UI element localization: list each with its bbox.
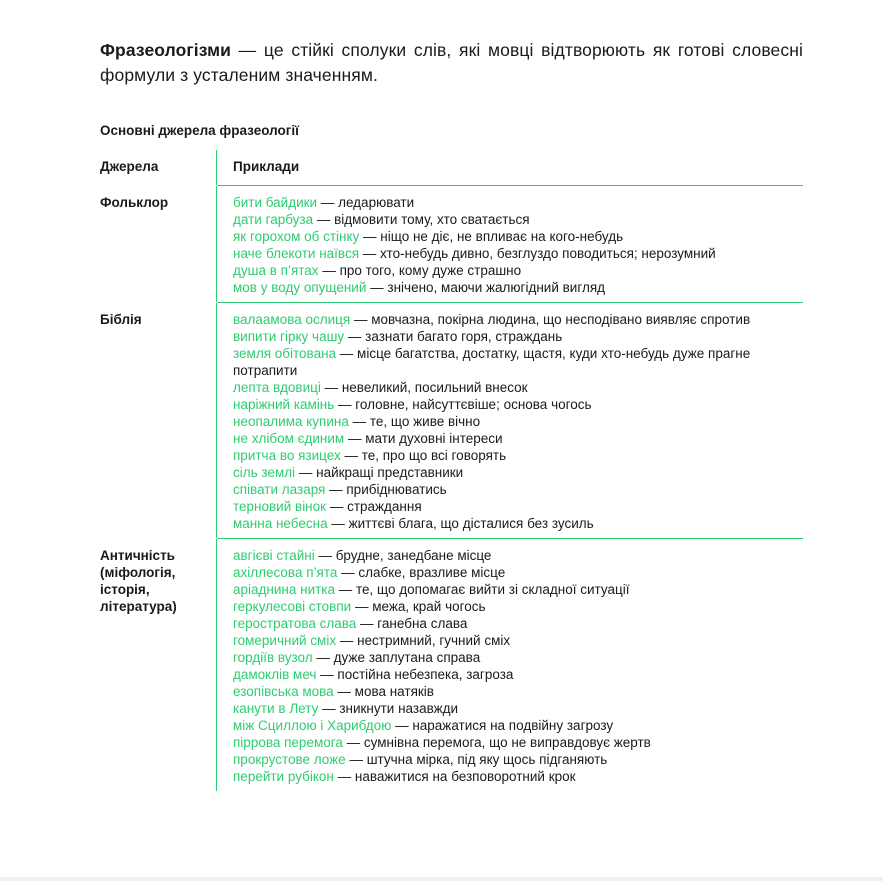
table-row: [100, 186, 803, 302]
example-item: [233, 649, 803, 666]
example-item: [233, 481, 803, 498]
phrase: земля обітована: [233, 346, 337, 361]
phrase: притча во язицех: [233, 448, 341, 463]
meaning: — відмовити тому, хто сватається: [313, 212, 530, 227]
meaning: — те, що живе вічно: [348, 414, 481, 429]
example-item: [233, 598, 803, 615]
phrase: езопівська мова: [233, 684, 334, 699]
example-item: [233, 632, 803, 649]
meaning: — наважитися на безповоротний крок: [333, 769, 576, 784]
meaning: — штучна мірка, під яку щось підганяють: [345, 752, 608, 767]
example-item: [233, 515, 803, 532]
phrase: співати лазаря: [233, 482, 326, 497]
example-item: [233, 734, 803, 751]
header-examples: Приклади: [233, 159, 300, 174]
meaning: — те, що допомагає вийти зі складної ситуації: [335, 582, 630, 597]
phrase: бити байдики: [233, 195, 318, 210]
phrase: як горохом об стінку: [233, 229, 360, 244]
phrase: геростратова слава: [233, 616, 357, 631]
phrase: наріжний камінь: [233, 397, 335, 412]
source-cell: Античність (міфологія, історія, література): [100, 539, 217, 791]
meaning: — життєві блага, що дісталися без зусиль: [327, 516, 594, 531]
intro-paragraph: [100, 38, 803, 88]
phrase: терновий вінок: [233, 499, 327, 514]
table-title: Основні джерела фразеології: [100, 123, 299, 138]
meaning: — невеликий, посильний внесок: [320, 380, 528, 395]
meaning: — про того, кому дуже страшно: [318, 263, 522, 278]
meaning: — страждання: [326, 499, 422, 514]
example-item: [233, 564, 803, 581]
meaning: — слабке, вразливе місце: [337, 565, 506, 580]
meaning: — мова натяків: [333, 684, 434, 699]
example-item: [233, 279, 803, 296]
example-item: [233, 194, 803, 211]
meaning: — зникнути назавжди: [318, 701, 459, 716]
phrase: гордіїв вузол: [233, 650, 313, 665]
phrase: геркулесові стовпи: [233, 599, 352, 614]
meaning: — місце багатства, достатку, щастя, куди хто-небудь дуже прагне потрапити: [233, 346, 751, 378]
meaning: — те, про що всі говорять: [340, 448, 507, 463]
meaning: — прибіднюватись: [325, 482, 447, 497]
meaning: — найкращі представники: [295, 465, 464, 480]
meaning: — нестримний, гучний сміх: [336, 633, 511, 648]
phrase: між Сциллою і Харибдою: [233, 718, 392, 733]
meaning: — наражатися на подвійну загрозу: [391, 718, 614, 733]
example-item: [233, 768, 803, 785]
intro-definition: — це стійкі сполуки слів, які мовці відтворюють як готові словесні формули з усталеним значенням.: [100, 40, 803, 85]
example-item: [233, 430, 803, 447]
source-cell: Фольклор: [100, 186, 217, 302]
phrase: прокрустове ложе: [233, 752, 346, 767]
table-header-row: [100, 150, 803, 185]
meaning: — брудне, занедбане місце: [314, 548, 492, 563]
meaning: — знічено, маючи жалюгідний вигляд: [366, 280, 606, 295]
example-item: [233, 615, 803, 632]
page-bottom-edge: [0, 877, 883, 881]
example-item: [233, 666, 803, 683]
sources-table: [100, 150, 803, 791]
header-source: Джерела: [100, 150, 217, 185]
meaning: — хто-небудь дивно, безглуздо поводиться; нерозумний: [359, 246, 716, 261]
phrase: піррова перемога: [233, 735, 343, 750]
example-item: [233, 262, 803, 279]
phrase: не хлібом єдиним: [233, 431, 345, 446]
examples-cell: [217, 303, 803, 538]
phrase: манна небесна: [233, 516, 328, 531]
meaning: — постійна небезпека, загроза: [316, 667, 514, 682]
example-item: [233, 396, 803, 413]
phrase: гомеричний сміх: [233, 633, 337, 648]
meaning: — зазнати багато горя, страждань: [344, 329, 563, 344]
example-item: [233, 717, 803, 734]
phrase: наче блекоти наївся: [233, 246, 360, 261]
phrase: канути в Лету: [233, 701, 319, 716]
example-item: [233, 413, 803, 430]
phrase: сіль землі: [233, 465, 296, 480]
example-item: [233, 345, 803, 379]
meaning: — дуже заплутана справа: [312, 650, 481, 665]
examples-cell: [217, 539, 803, 791]
meaning: — мати духовні інтереси: [344, 431, 503, 446]
table-row: [100, 539, 803, 791]
table-row: [100, 303, 803, 538]
phrase: валаамова ослиця: [233, 312, 351, 327]
example-item: [233, 328, 803, 345]
example-item: [233, 683, 803, 700]
phrase: лепта вдовиці: [233, 380, 321, 395]
meaning: — межа, край чогось: [351, 599, 486, 614]
example-item: [233, 228, 803, 245]
phrase: дати гарбуза: [233, 212, 314, 227]
example-item: [233, 581, 803, 598]
example-item: [233, 379, 803, 396]
examples-cell: [217, 186, 803, 302]
source-cell: Біблія: [100, 303, 217, 538]
example-item: [233, 447, 803, 464]
example-item: [233, 211, 803, 228]
meaning: — ніщо не діє, не впливає на кого-небудь: [359, 229, 624, 244]
phrase: випити гірку чашу: [233, 329, 345, 344]
phrase: аріаднина нитка: [233, 582, 336, 597]
table-body: [100, 186, 803, 791]
phrase: мов у воду опущений: [233, 280, 367, 295]
phrase: душа в п’ятах: [233, 263, 319, 278]
example-item: [233, 751, 803, 768]
example-item: [233, 245, 803, 262]
meaning: — мовчазна, покірна людина, що несподівано виявляє спротив: [350, 312, 751, 327]
meaning: — ледарювати: [317, 195, 415, 210]
meaning: — ганебна слава: [356, 616, 468, 631]
example-item: [233, 464, 803, 481]
phrase: дамоклів меч: [233, 667, 317, 682]
meaning: — головне, найсуттєвіше; основа чогось: [334, 397, 592, 412]
meaning: — сумнівна перемога, що не виправдовує жертв: [342, 735, 651, 750]
phrase: авгієві стайні: [233, 548, 315, 563]
phrase: перейти рубікон: [233, 769, 334, 784]
example-item: [233, 547, 803, 564]
example-item: [233, 311, 803, 328]
intro-term: Фразеологізми: [100, 40, 232, 60]
example-item: [233, 498, 803, 515]
example-item: [233, 700, 803, 717]
phrase: неопалима купина: [233, 414, 349, 429]
phrase: ахіллесова п’ята: [233, 565, 338, 580]
